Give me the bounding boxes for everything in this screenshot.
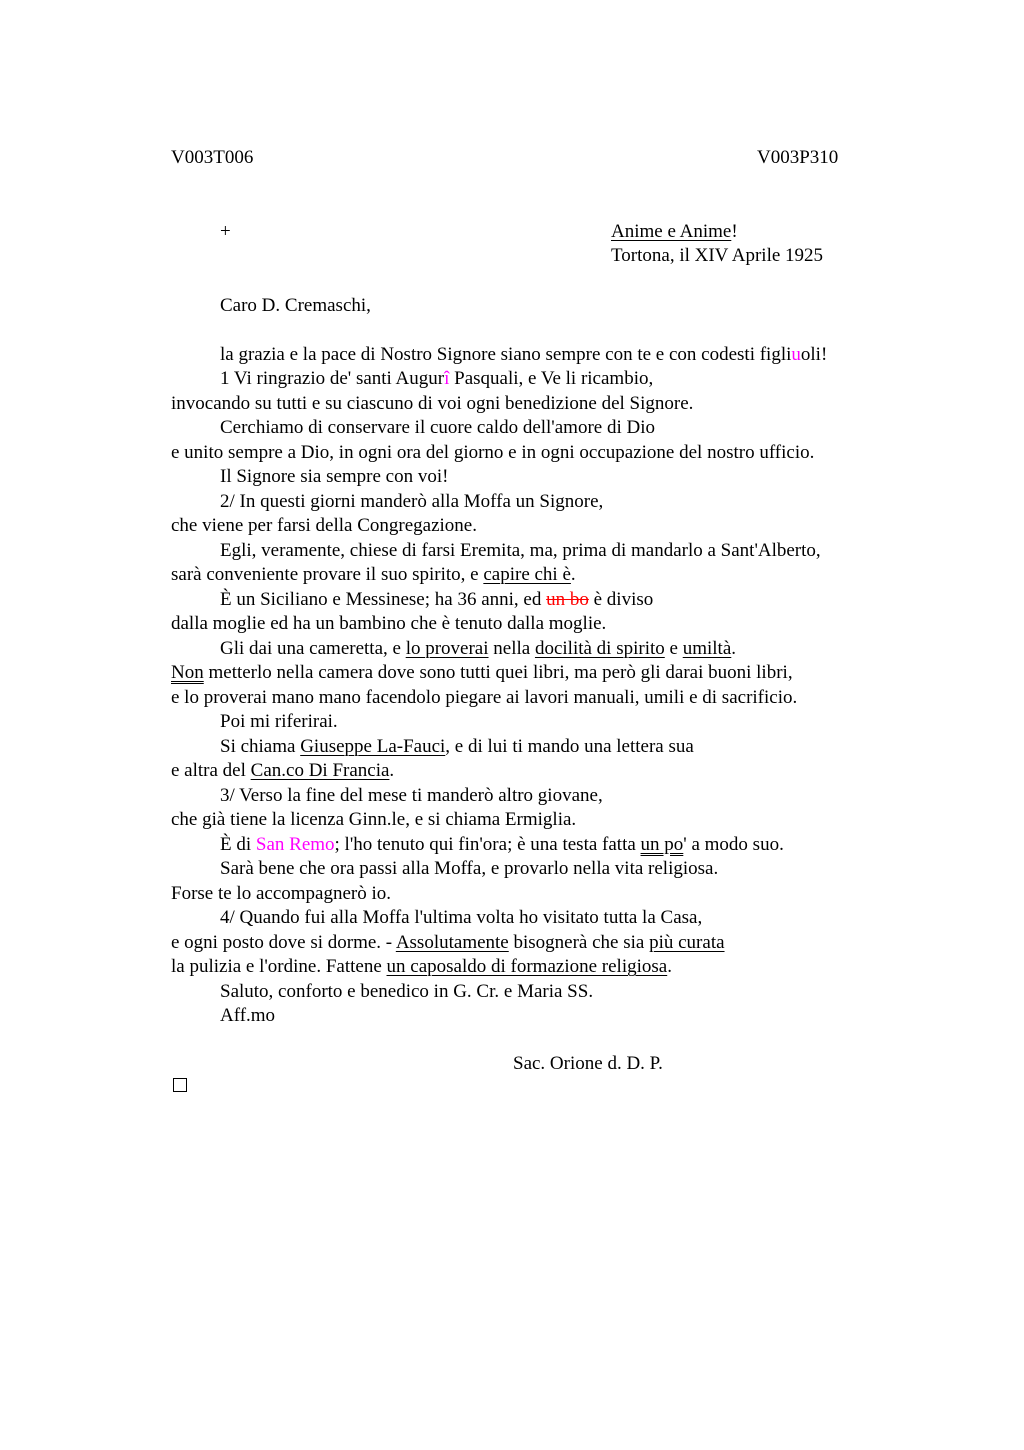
- underlined-text: Assolutamente: [395, 932, 509, 953]
- body-line: Il Signore sia sempre con voi!: [220, 466, 449, 487]
- body-line: la pulizia e l'ordine. Fattene un caposaldo di formazione religiosa.: [171, 956, 672, 977]
- body-line: Non metterlo nella camera dove sono tutti quei libri, ma però gli darai buoni libri,: [171, 662, 793, 683]
- body-line: Poi mi riferirai.: [220, 711, 338, 732]
- body-line: 3/ Verso la fine del mese ti manderò altro giovane,: [220, 785, 603, 806]
- body-line: Forse te lo accompagnerò io.: [171, 883, 392, 904]
- underlined-text: docilità di spirito: [534, 638, 665, 659]
- cross-mark: +: [220, 221, 231, 242]
- body-line: 1 Vi ringrazio de' santi Augurî Pasquali, e Ve li ricambio,: [220, 368, 654, 389]
- body-line: e unito sempre a Dio, in ogni ora del giorno e in ogni occupazione del nostro ufficio.: [171, 442, 815, 463]
- underlined-text: Can.co Di Francia: [250, 760, 390, 781]
- underlined-text: un caposaldo di formazione religiosa: [386, 956, 668, 977]
- body-line: e altra del Can.co Di Francia.: [171, 760, 395, 781]
- motto-punct: !: [731, 221, 738, 242]
- highlight-text: u: [791, 344, 801, 365]
- body-line: È un Siciliano e Messinese; ha 36 anni, ed un bo è diviso: [220, 589, 654, 610]
- body-line: e lo proverai mano mano facendolo piegare ai lavori manuali, umili e di sacrificio.: [171, 687, 798, 708]
- body-line: Sarà bene che ora passi alla Moffa, e provarlo nella vita religiosa.: [220, 858, 719, 879]
- body-line: Egli, veramente, chiese di farsi Eremita, ma, prima di mandarlo a Sant'Alberto,: [220, 540, 821, 561]
- motto-text: Anime e Anime: [611, 221, 732, 242]
- document-code-left: V003T006: [171, 147, 254, 168]
- signature: Sac. Orione d. D. P.: [513, 1053, 663, 1074]
- dateline: Tortona, il XIV Aprile 1925: [611, 245, 824, 266]
- body-line: che viene per farsi della Congregazione.: [171, 515, 477, 536]
- underlined-text: capire chi è: [483, 564, 571, 585]
- body-line: Si chiama Giuseppe La-Fauci, e di lui ti mando una lettera sua: [220, 736, 694, 757]
- body-line: sarà conveniente provare il suo spirito, e capire chi è.: [171, 564, 576, 585]
- body-line: 2/ In questi giorni manderò alla Moffa un Signore,: [220, 491, 604, 512]
- salutation: Caro D. Cremaschi,: [220, 295, 371, 316]
- underlined-text: umiltà: [682, 638, 732, 659]
- underlined-text: un po: [640, 834, 684, 855]
- body-line: Saluto, conforto e benedico in G. Cr. e Maria SS.: [220, 981, 594, 1002]
- body-line: dalla moglie ed ha un bambino che è tenuto dalla moglie.: [171, 613, 607, 634]
- body-line: e ogni posto dove si dorme. - Assolutamente bisognerà che sia più curata: [171, 932, 725, 953]
- body-line: Gli dai una cameretta, e lo proverai nella docilità di spirito e umiltà.: [220, 638, 737, 659]
- underlined-text: Giuseppe La-Fauci: [300, 736, 446, 757]
- body-line: Aff.mo: [220, 1005, 276, 1026]
- body-line: Cerchiamo di conservare il cuore caldo dell'amore di Dio: [220, 417, 655, 438]
- body-line: la grazia e la pace di Nostro Signore siano sempre con te e con codesti figliuoli!: [220, 344, 828, 365]
- underlined-text: più curata: [649, 932, 725, 953]
- body-line: È di San Remo; l'ho tenuto qui fin'ora; è una testa fatta un po' a modo suo.: [220, 834, 784, 855]
- body-line: che già tiene la licenza Ginn.le, e si chiama Ermiglia.: [171, 809, 577, 830]
- deleted-text: un bo: [546, 589, 589, 610]
- document-code-right: V003P310: [757, 147, 839, 168]
- end-box-icon: [173, 1078, 187, 1092]
- underlined-text: lo proverai: [405, 638, 489, 659]
- body-line: invocando su tutti e su ciascuno di voi ogni benedizione del Signore.: [171, 393, 694, 414]
- body-line: 4/ Quando fui alla Moffa l'ultima volta ho visitato tutta la Casa,: [220, 907, 703, 928]
- highlight-text: San Remo: [255, 834, 335, 855]
- underlined-text: Non: [171, 662, 204, 683]
- highlight-text: î: [444, 368, 450, 389]
- motto: [611, 221, 738, 243]
